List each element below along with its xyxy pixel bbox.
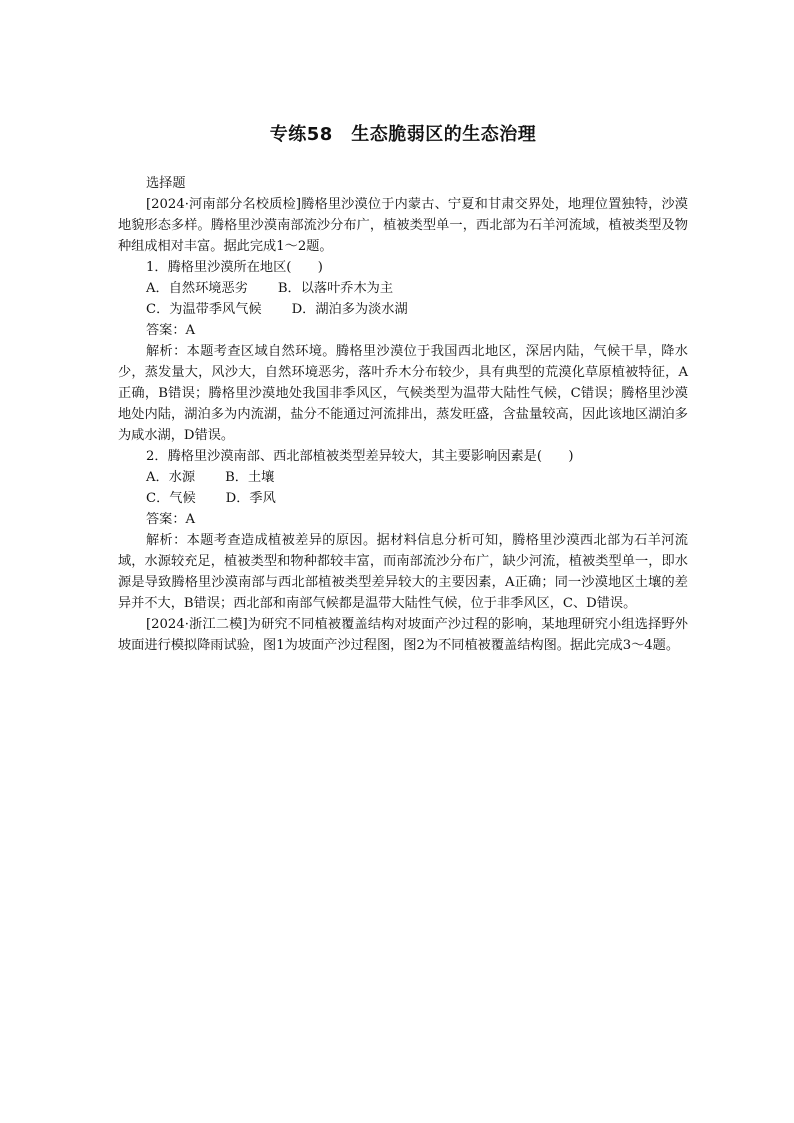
question-2-options-row-2 <box>118 488 688 509</box>
document-body <box>118 173 688 656</box>
question-1-option-c: C．为温带季风气候 <box>146 302 262 317</box>
question-1-stem: 1．腾格里沙漠所在地区( ) <box>146 260 323 275</box>
material-paragraph-2: [2024·浙江二模]为研究不同植被覆盖结构对坡面产沙过程的影响，某地理研究小组选择野外坡面进行模拟降雨试验，图1为坡面产沙过程图，图2为不同植被覆盖结构图。据此完成3～4题。 <box>118 617 688 653</box>
question-2-options-row-1 <box>118 467 688 488</box>
material-paragraph-1: [2024·河南部分名校质检]腾格里沙漠位于内蒙古、宁夏和甘肃交界处，地理位置独特，沙漠地貌形态多样。腾格里沙漠南部流沙分布广，植被类型单一，西北部为石羊河流域，植被类型及物种组成相对丰富。据此完成1～2题。 <box>118 197 688 254</box>
question-2-option-b: B．土壤 <box>225 470 275 485</box>
question-2-option-a: A．水源 <box>146 470 196 485</box>
question-2-answer: 答案：A <box>146 512 196 527</box>
section-heading: 选择题 <box>146 176 186 191</box>
question-1-option-d: D．湖泊多为淡水湖 <box>291 302 408 317</box>
question-1-answer: 答案：A <box>146 323 196 338</box>
question-2-analysis: 解析：本题考查造成植被差异的原因。据材料信息分析可知，腾格里沙漠西北部为石羊河流域，水源较充足，植被类型和物种都较丰富，而南部流沙分布广，缺少河流，植被类型单一，即水源是导致腾格里沙漠南部与西北部植被类型差异较大的主要因素，A正确；同一沙漠地区土壤的差异并不大，B错误；西北部和南部气候都是温带大陆性气候，位于非季风区，C、D错误。 <box>118 533 688 611</box>
question-1-option-a: A．自然环境恶劣 <box>146 281 248 296</box>
question-1-option-b: B．以落叶乔木为主 <box>277 281 394 296</box>
question-1-analysis: 解析：本题考查区域自然环境。腾格里沙漠位于我国西北地区，深居内陆，气候干旱，降水少，蒸发量大，风沙大，自然环境恶劣，落叶乔木分布较少，具有典型的荒漠化草原植被特征，A正确，B错误；腾格里沙漠地处我国非季风区，气候类型为温带大陆性气候，C错误；腾格里沙漠地处内陆，湖泊多为内流湖，盐分不能通过河流排出，蒸发旺盛，含盐量较高，因此该地区湖泊多为咸水湖，D错误。 <box>118 344 688 443</box>
question-2-option-c: C．气候 <box>146 491 196 506</box>
question-1-options-row-1 <box>118 278 688 299</box>
question-1-options-row-2 <box>118 299 688 320</box>
question-2-option-d: D．季风 <box>225 491 276 506</box>
page-title: 专练58 生态脆弱区的生态治理 <box>269 124 537 145</box>
question-2-stem: 2．腾格里沙漠南部、西北部植被类型差异较大，其主要影响因素是( ) <box>146 449 574 464</box>
